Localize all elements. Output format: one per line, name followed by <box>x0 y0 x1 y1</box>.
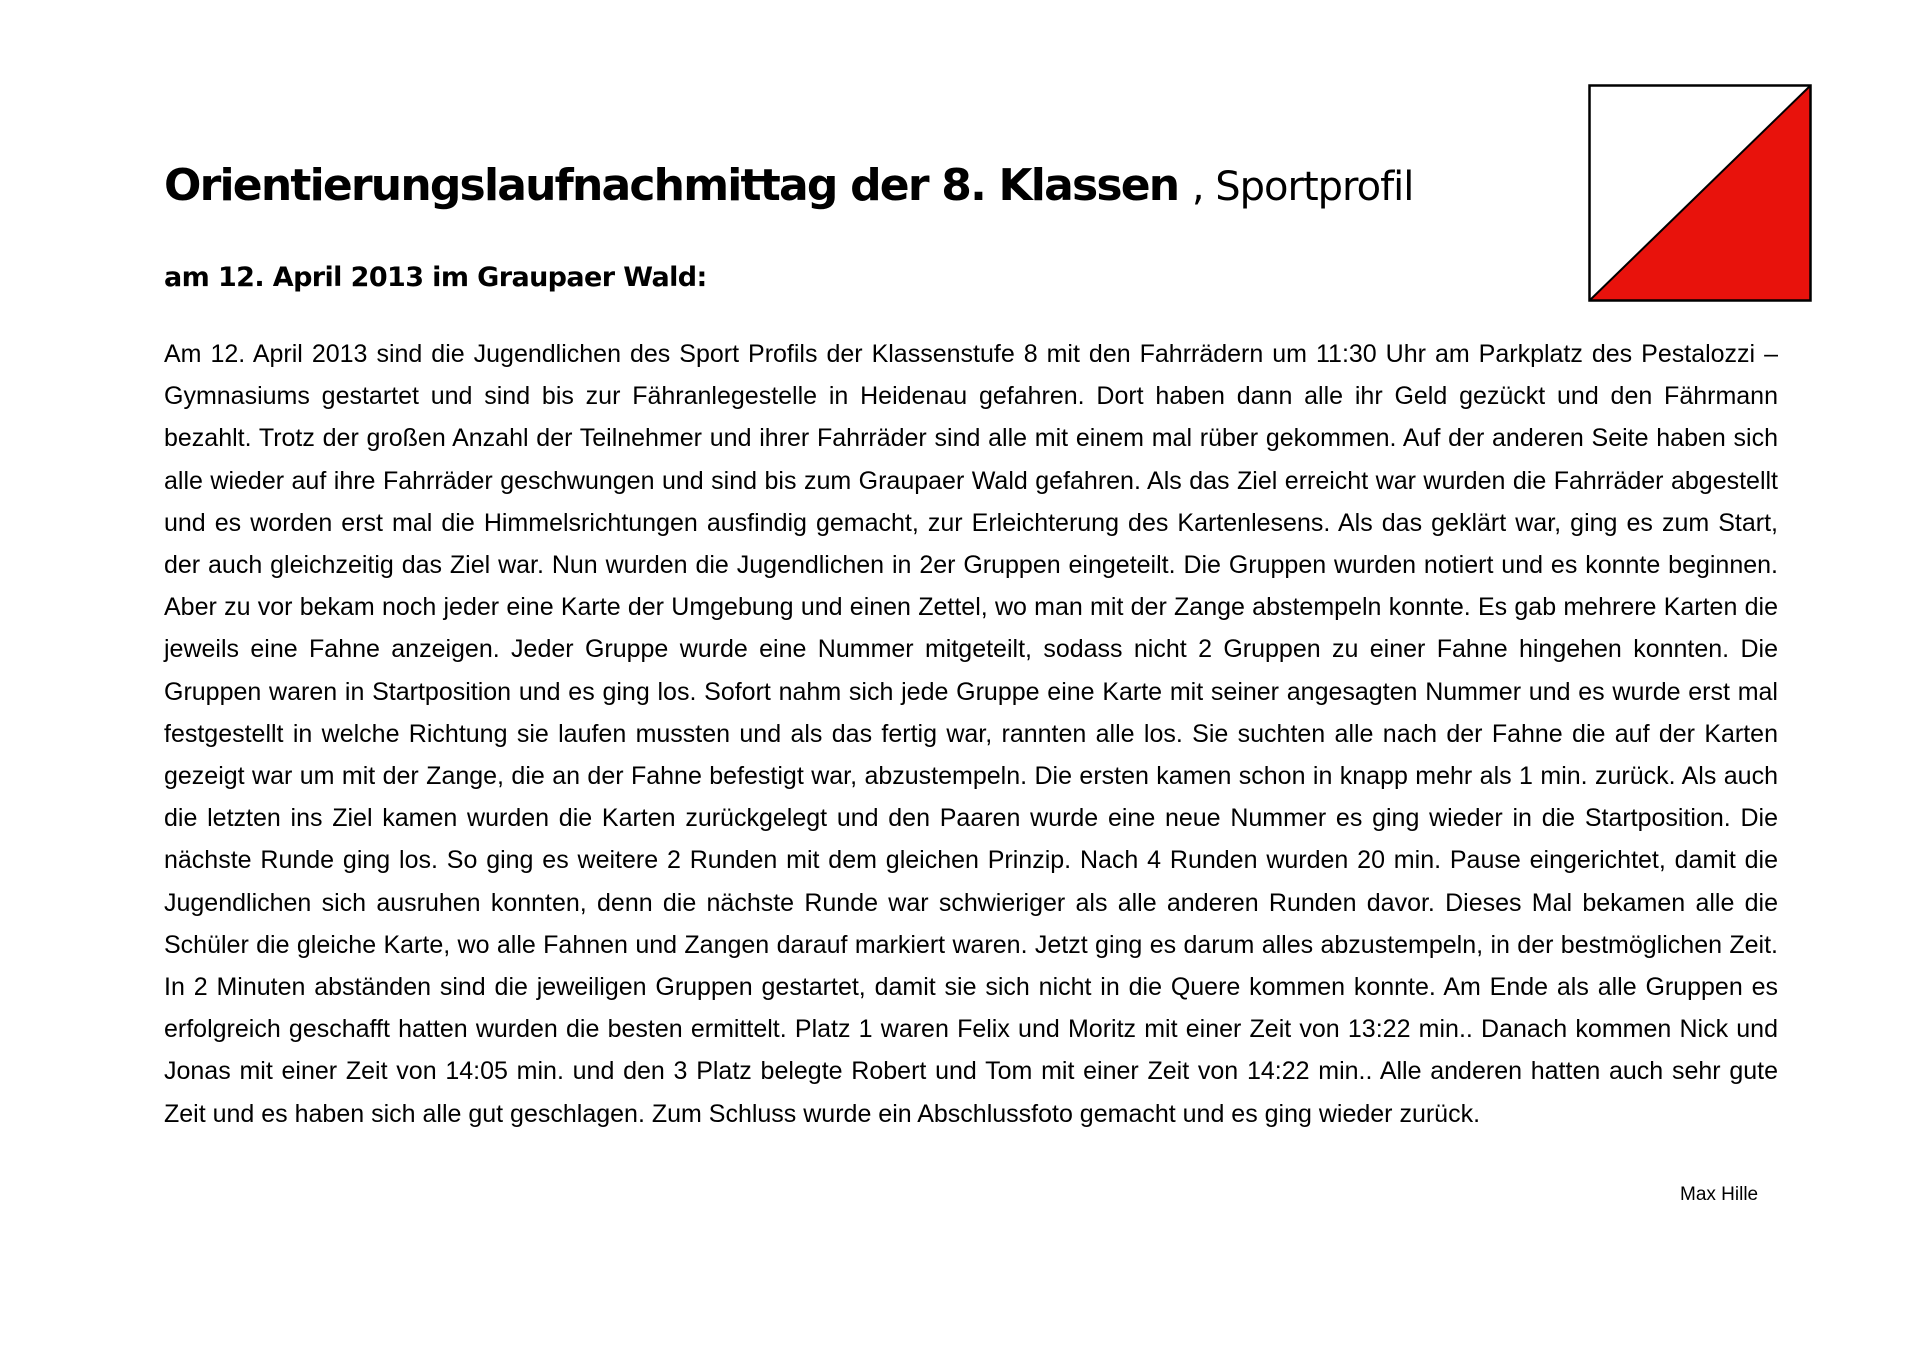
author-signature: Max Hille <box>1680 1184 1759 1205</box>
page-title <box>164 160 1414 211</box>
title-main: Orientierungslaufnachmittag der 8. Klassen <box>164 160 1192 211</box>
subtitle: am 12. April 2013 im Graupaer Wald: <box>164 262 707 293</box>
orienteering-flag-icon <box>1588 84 1812 302</box>
article-body: Am 12. April 2013 sind die Jugendlichen des Sport Profils der Klassenstufe 8 mit den Fahrrädern um 11:30 Uhr am Parkplatz des Pestalozzi – Gymnasiums gestartet und sind bis zur Fähranlegestelle in Heidenau gefahren. Dort haben dann alle ihr Geld gezückt und den Fährmann bezahlt. Trotz der großen Anzahl der Teilnehmer und ihrer Fahrräder sind alle mit einem mal rüber gekommen. Auf der anderen Seite haben sich alle wieder auf ihre Fahrräder geschwungen und sind bis zum Graupaer Wald gefahren. Als das Ziel erreicht war wurden die Fahrräder abgestellt und es worden erst mal die Himmelsrichtungen ausfindig gemacht, zur Erleichterung des Kartenlesens. Als das geklärt war, ging es zum Start, der auch gleichzeitig das Ziel war. Nun wurden die Jugendlichen in 2er Gruppen eingeteilt. Die Gruppen wurden notiert und es konnte beginnen. Aber zu vor bekam noch jeder eine Karte der Umgebung und einen Zettel, wo man mit der Zange abstempeln konnte. Es gab mehrere Karten die jeweils eine Fahne anzeigen. Jeder Gruppe wurde eine Nummer mitgeteilt, sodass nicht 2 Gruppen zu einer Fahne hingehen konnten. Die Gruppen waren in Startposition und es ging los. Sofort nahm sich jede Gruppe eine Karte mit seiner angesagten Nummer und es wurde erst mal festgestellt in welche Richtung sie laufen mussten und als das fertig war, rannten alle los. Sie suchten alle nach der Fahne die auf der Karten gezeigt war um mit der Zange, die an der Fahne befestigt war, abzustempeln. Die ersten kamen schon in knapp mehr als 1 min. zurück. Als auch die letzten ins Ziel kamen wurden die Karten zurückgelegt und den Paaren wurde eine neue Nummer es ging wieder in die Startposition. Die nächste Runde ging los. So ging es weitere 2 Runden mit dem gleichen Prinzip. Nach 4 Runden wurden 20 min. Pause eingerichtet, damit die Jugendlichen sich ausruhen konnten, denn die nächste Runde war schwieriger als alle anderen Runden davor. Dieses Mal bekamen alle die Schüler die gleiche Karte, wo alle Fahnen und Zangen darauf markiert waren. Jetzt ging es darum alles abzustempeln, in der bestmöglichen Zeit. In 2 Minuten abständen sind die jeweiligen Gruppen gestartet, damit sie sich nicht in die Quere kommen konnte. Am Ende als alle Gruppen es erfolgreich geschafft hatten wurden die besten ermittelt. Platz 1 waren Felix und Moritz mit einer Zeit von 13:22 min.. Danach kommen Nick und Jonas mit einer Zeit von 14:05 min. und den 3 Platz belegte Robert und Tom mit einer Zeit von 14:22 min.. Alle anderen hatten auch sehr gute Zeit und es haben sich alle gut geschlagen. Zum Schluss wurde ein Abschlussfoto gemacht und es ging wieder zurück. <box>164 340 1778 1128</box>
title-suffix: , Sportprofil <box>1191 164 1414 210</box>
